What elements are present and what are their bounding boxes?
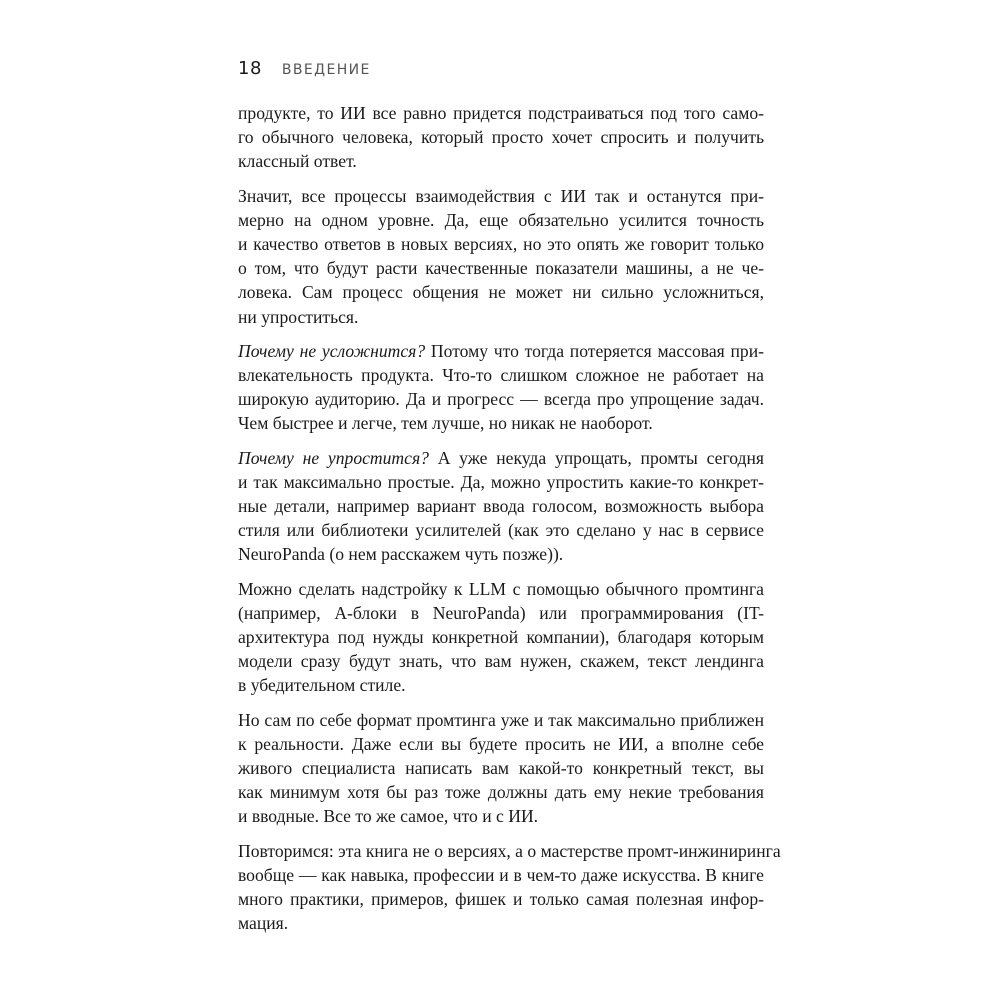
- text-line: в убедительном стиле.: [238, 675, 406, 696]
- text-line: ные детали, например вариант ввода голосом, возможность выбора: [238, 496, 764, 517]
- italic-lead: Почему не упростится?: [238, 447, 429, 468]
- text-line: как минимум хотя бы раз тоже должны дать ему некие требования: [238, 782, 764, 803]
- text-line: [238, 339, 764, 363]
- italic-lead: Почему не усложнится?: [238, 340, 426, 361]
- text-line: влекательность продукта. Что-то слишком сложное не работает на: [238, 365, 764, 386]
- text-line: мация.: [238, 913, 289, 934]
- page-number: 18: [238, 58, 262, 79]
- paragraph: [238, 708, 764, 829]
- text-line: Значит, все процессы взаимодействия с ИИ так и останутся при-: [238, 185, 764, 206]
- paragraph: [238, 184, 764, 329]
- text-line: и качество ответов в новых версиях, но это опять же говорит только: [238, 234, 764, 255]
- text-line: го обычного человека, который просто хочет спросить и получить: [238, 127, 764, 148]
- text-line: Повторимся: эта книга не о версиях, а о мастерстве промт-инжиниринга: [238, 840, 781, 861]
- text-line: ни упроститься.: [238, 306, 359, 327]
- text-line: (например, А-блоки в NeuroPanda) или программирования (IT-: [238, 602, 764, 623]
- text-line: мерно на одном уровне. Да, еще обязательно усилится точность: [238, 209, 764, 230]
- text-line: много практики, примеров, фишек и только самая полезная инфор-: [238, 889, 764, 910]
- running-head: ВВЕДЕНИЕ: [281, 62, 371, 78]
- text-line: архитектура под нужды конкретной компании), благодаря которым: [238, 627, 764, 648]
- line-text: Потому что тогда потеряется массовая при-: [425, 340, 764, 361]
- paragraph: [238, 101, 764, 174]
- text-line: продукте, то ИИ все равно придется подстраиваться под того само-: [238, 103, 764, 123]
- text-line: к реальности. Даже если вы будете просить не ИИ, а вполне себе: [238, 733, 764, 754]
- line-text: А уже некуда упрощать, промты сегодня: [428, 447, 764, 468]
- paragraph: [238, 446, 764, 567]
- text-line: стиля или библиотеки усилителей (как это сделано у нас в сервисе: [238, 520, 764, 541]
- text-line: вообще — как навыка, профессии и в чем-то даже искусства. В книге: [238, 864, 764, 885]
- page-header: [238, 58, 371, 79]
- paragraph: [238, 577, 764, 698]
- text-line: о том, что будут расти качественные показатели машины, а не че-: [238, 258, 764, 279]
- text-line: модели сразу будут знать, что вам нужен, скажем, текст лендинга: [238, 651, 764, 672]
- text-line: [238, 446, 764, 470]
- text-line: классный ответ.: [238, 151, 357, 172]
- text-line: Чем быстрее и легче, тем лучше, но никак не наоборот.: [238, 413, 653, 434]
- paragraph: [238, 339, 764, 436]
- text-line: и так максимально простые. Да, можно упростить какие-то конкрет-: [238, 471, 764, 492]
- text-line: ловека. Сам процесс общения не может ни сильно усложниться,: [238, 282, 764, 303]
- text-line: Но сам по себе формат промтинга уже и так максимально приближен: [238, 709, 764, 730]
- paragraph: [238, 839, 781, 936]
- text-line: живого специалиста написать вам какой-то конкретный текст, вы: [238, 758, 764, 779]
- text-line: NeuroPanda (о нем расскажем чуть позже)).: [238, 544, 564, 565]
- text-line: широкую аудиторию. Да и прогресс — всегда про упрощение задач.: [238, 389, 764, 410]
- body-text: [238, 101, 781, 946]
- text-line: Можно сделать надстройку к LLM с помощью обычного промтинга: [238, 578, 764, 599]
- text-line: и вводные. Все то же самое, что и с ИИ.: [238, 806, 539, 827]
